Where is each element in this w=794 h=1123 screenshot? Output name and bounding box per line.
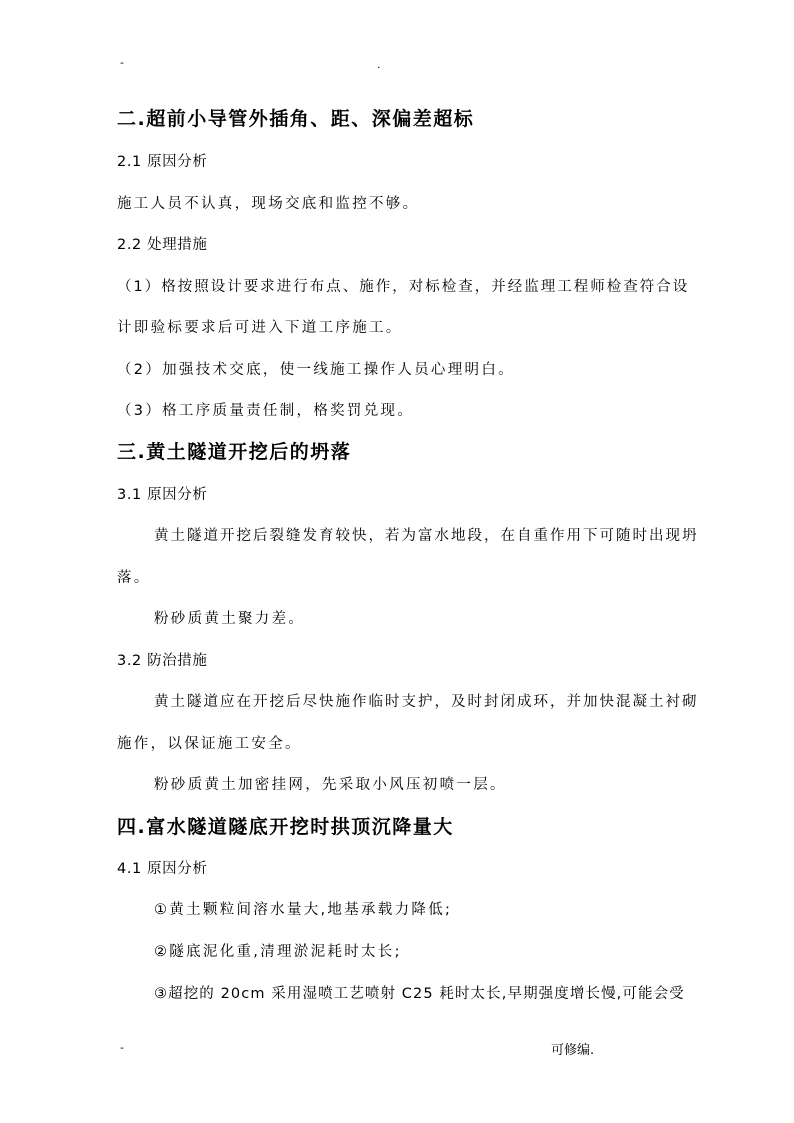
- paragraph: 落。: [117, 570, 151, 586]
- header-left-mark: -: [120, 56, 124, 69]
- list-item: ③超挖的 20cm 采用湿喷工艺喷射 C25 耗时太长,早期强度增长慢,可能会受: [154, 986, 685, 1002]
- subsection-title: 3.1 原因分析: [117, 487, 208, 503]
- subsection-title: 2.2 处理措施: [117, 237, 208, 253]
- footer-note: 可修编.: [551, 1043, 595, 1058]
- list-item: ①黄土颗粒间溶水量大,地基承载力降低;: [154, 902, 453, 918]
- paragraph: 黄土隧道开挖后裂缝发育较快，若为富水地段，在自重作用下可随时出现坍: [154, 528, 699, 544]
- paragraph: （2）加强技术交底，使一线施工操作人员心理明白。: [117, 362, 515, 378]
- paragraph: 施作，以保证施工安全。: [117, 736, 302, 752]
- paragraph: 粉砂质黄土聚力差。: [154, 611, 306, 627]
- list-item: ②隧底泥化重,清理淤泥耗时太长;: [154, 944, 402, 960]
- paragraph: 施工人员不认真，现场交底和监控不够。: [117, 196, 420, 212]
- section-heading: 四.富水隧道隧底开挖时拱顶沉降量大: [117, 816, 454, 838]
- paragraph: （3）格工序质量责任制，格奖罚兑现。: [117, 403, 415, 419]
- paragraph: （1）格按照设计要求进行布点、施作，对标检查，并经监理工程师检查符合设: [117, 279, 690, 295]
- subsection-title: 3.2 防治措施: [117, 653, 208, 669]
- paragraph: 计即验标要求后可进入下道工序施工。: [117, 320, 403, 336]
- footer-left-mark: -: [120, 1041, 124, 1054]
- paragraph: 粉砂质黄土加密挂网，先采取小风压初喷一层。: [154, 777, 507, 793]
- section-heading: 三.黄土隧道开挖后的坍落: [117, 441, 352, 463]
- section-heading: 二.超前小导管外插角、距、深偏差超标: [117, 108, 475, 130]
- subsection-title: 2.1 原因分析: [117, 154, 208, 170]
- header-right-mark: .: [377, 58, 381, 71]
- paragraph: 黄土隧道应在开挖后尽快施作临时支护，及时封闭成环，并加快混凝土衬砌: [154, 694, 699, 710]
- subsection-title: 4.1 原因分析: [117, 861, 208, 877]
